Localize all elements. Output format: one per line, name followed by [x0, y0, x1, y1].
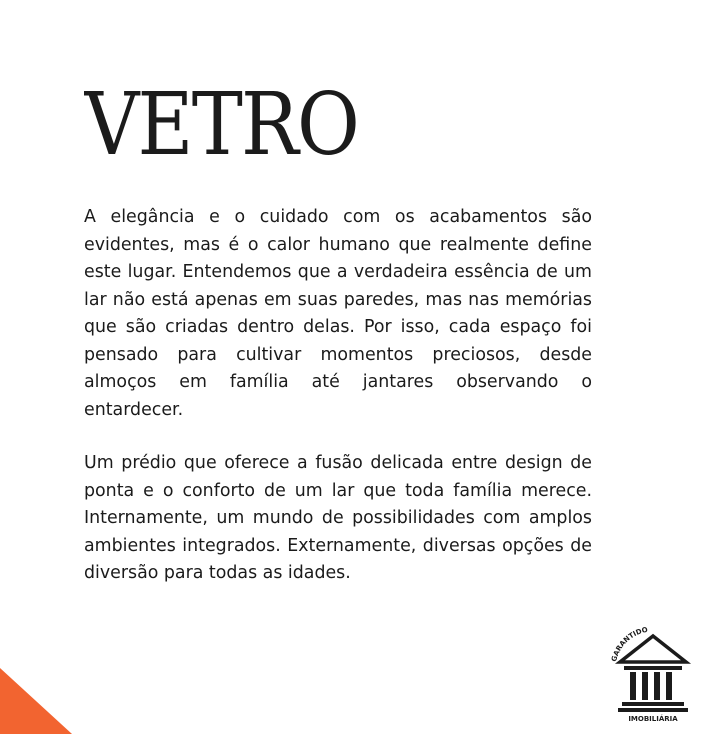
building-columns-icon: [618, 636, 688, 712]
brand-logo: [84, 88, 364, 160]
corner-accent: [0, 668, 72, 734]
badge-bottom-text: IMOBILIÁRIA: [628, 715, 678, 723]
description: [84, 204, 592, 588]
paragraph-intro: A elegância e o cuidado com os acabamentos são evidentes, mas é o calor humano que realmente define este lugar. Entendemos que a verdadeira essência de um lar não está apenas em suas paredes, mas nas memórias que são criadas dentro delas. Por isso, cada espaço foi pensado para cultivar momentos preciosos, desde almoços em família até jantares observando o entardecer.: [84, 207, 592, 420]
paragraph-building: Um prédio que oferece a fusão delicada entre design de ponta e o conforto de um lar que toda família merece. Internamente, um mundo de possibilidades com amplos ambientes integrados. Externamente, diversas opções de diversão para todas as idades.: [84, 453, 592, 583]
brand-name: VETRO: [84, 88, 359, 160]
badge-top-text: GARANTIDO: [610, 625, 649, 663]
guarantee-badge: [606, 622, 700, 726]
